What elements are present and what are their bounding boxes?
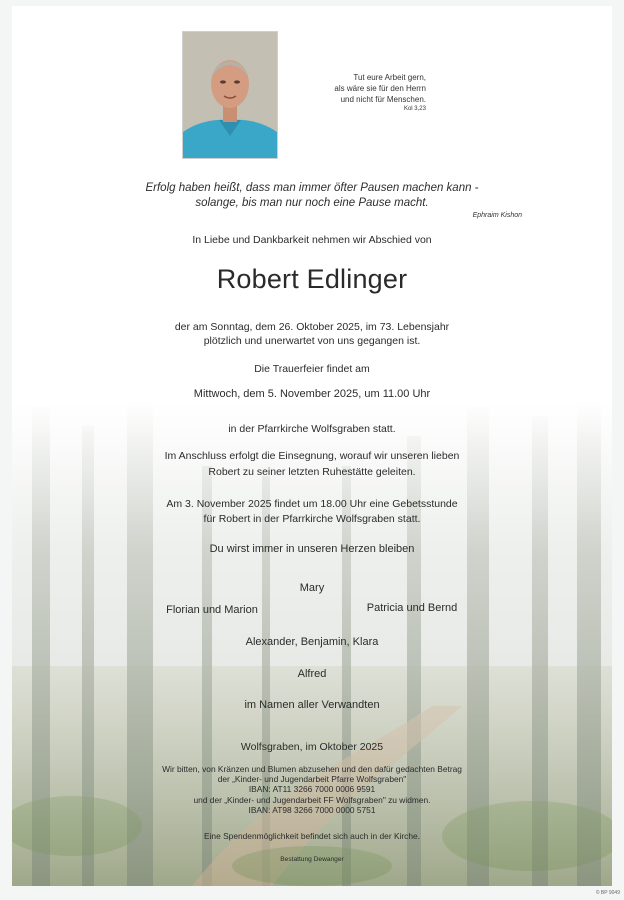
mourner-relatives: im Namen aller Verwandten — [244, 699, 380, 711]
church-donation-note: Eine Spendenmöglichkeit befindet sich auch in der Kirche. — [203, 831, 421, 841]
mourner-grandchildren: Alexander, Benjamin, Klara — [245, 636, 379, 648]
motto-line: als wäre sie für den Herrn — [334, 84, 426, 93]
remembrance-line: Du wirst immer in unseren Herzen bleiben — [209, 543, 415, 555]
donation-line: und der „Kinder- und Jugendarbeit FF Wolfsgraben" zu widmen. — [193, 795, 431, 805]
prayer-hour-line: Am 3. November 2025 findet um 18.00 Uhr eine Gebetsstunde — [166, 498, 458, 510]
motto-reference: Kol 3,23 — [403, 106, 426, 112]
kishon-quote — [32, 181, 592, 211]
death-notice-line: der am Sonntag, dem 26. Oktober 2025, im 73. Lebensjahr — [174, 321, 450, 333]
quote-author: Ephraim Kishon — [472, 212, 522, 219]
burial-note-line: Robert zu seiner letzten Ruhestätte geleiten. — [208, 466, 416, 478]
death-notice-line: plötzlich und unerwartet von uns gegangen ist. — [203, 335, 421, 347]
motto-line: und nicht für Menschen. — [340, 95, 426, 104]
funeral-datetime: Mittwoch, dem 5. November 2025, um 11.00 Uhr — [193, 388, 431, 400]
mourner-children-left: Florian und Marion — [166, 604, 258, 616]
mourner-children-right: Patricia und Bernd — [366, 602, 458, 614]
donation-line: Wir bitten, von Kränzen und Blumen abzusehen und den dafür gedachten Betrag — [162, 764, 462, 774]
prayer-hour-line: für Robert in der Pfarrkirche Wolfsgraben statt. — [203, 513, 421, 525]
funeral-place: in der Pfarrkirche Wolfsgraben statt. — [228, 423, 396, 435]
mourner-wife: Mary — [299, 582, 325, 594]
obituary-sheet — [12, 6, 612, 886]
motto-line: Tut eure Arbeit gern, — [353, 73, 426, 82]
place-date: Wolfsgraben, im Oktober 2025 — [240, 741, 384, 753]
deceased-name: Robert Edlinger — [216, 264, 408, 294]
mourner-other: Alfred — [297, 668, 327, 680]
funeral-intro: Die Trauerfeier findet am — [254, 363, 370, 375]
quote-line: Erfolg haben heißt, dass man immer öfter Pausen machen kann - — [145, 182, 479, 194]
undertaker: Bestattung Dewanger — [280, 856, 344, 863]
donation-line: der „Kinder- und Jugendarbeit Pfarre Wolfsgraben" — [217, 774, 407, 784]
print-code: © BP 9049 — [595, 890, 620, 896]
donation-line: IBAN: AT98 3266 7000 0000 5751 — [248, 805, 376, 815]
quote-line: solange, bis man nur noch eine Pause macht. — [195, 197, 429, 209]
burial-note-line: Im Anschluss erfolgt die Einsegnung, worauf wir unseren lieben — [164, 450, 460, 462]
donation-line: IBAN: AT11 3266 7000 0006 9591 — [248, 784, 376, 794]
farewell-intro: In Liebe und Dankbarkeit nehmen wir Abschied von — [192, 234, 432, 246]
portrait-photo — [182, 31, 278, 159]
bible-motto — [312, 72, 426, 114]
